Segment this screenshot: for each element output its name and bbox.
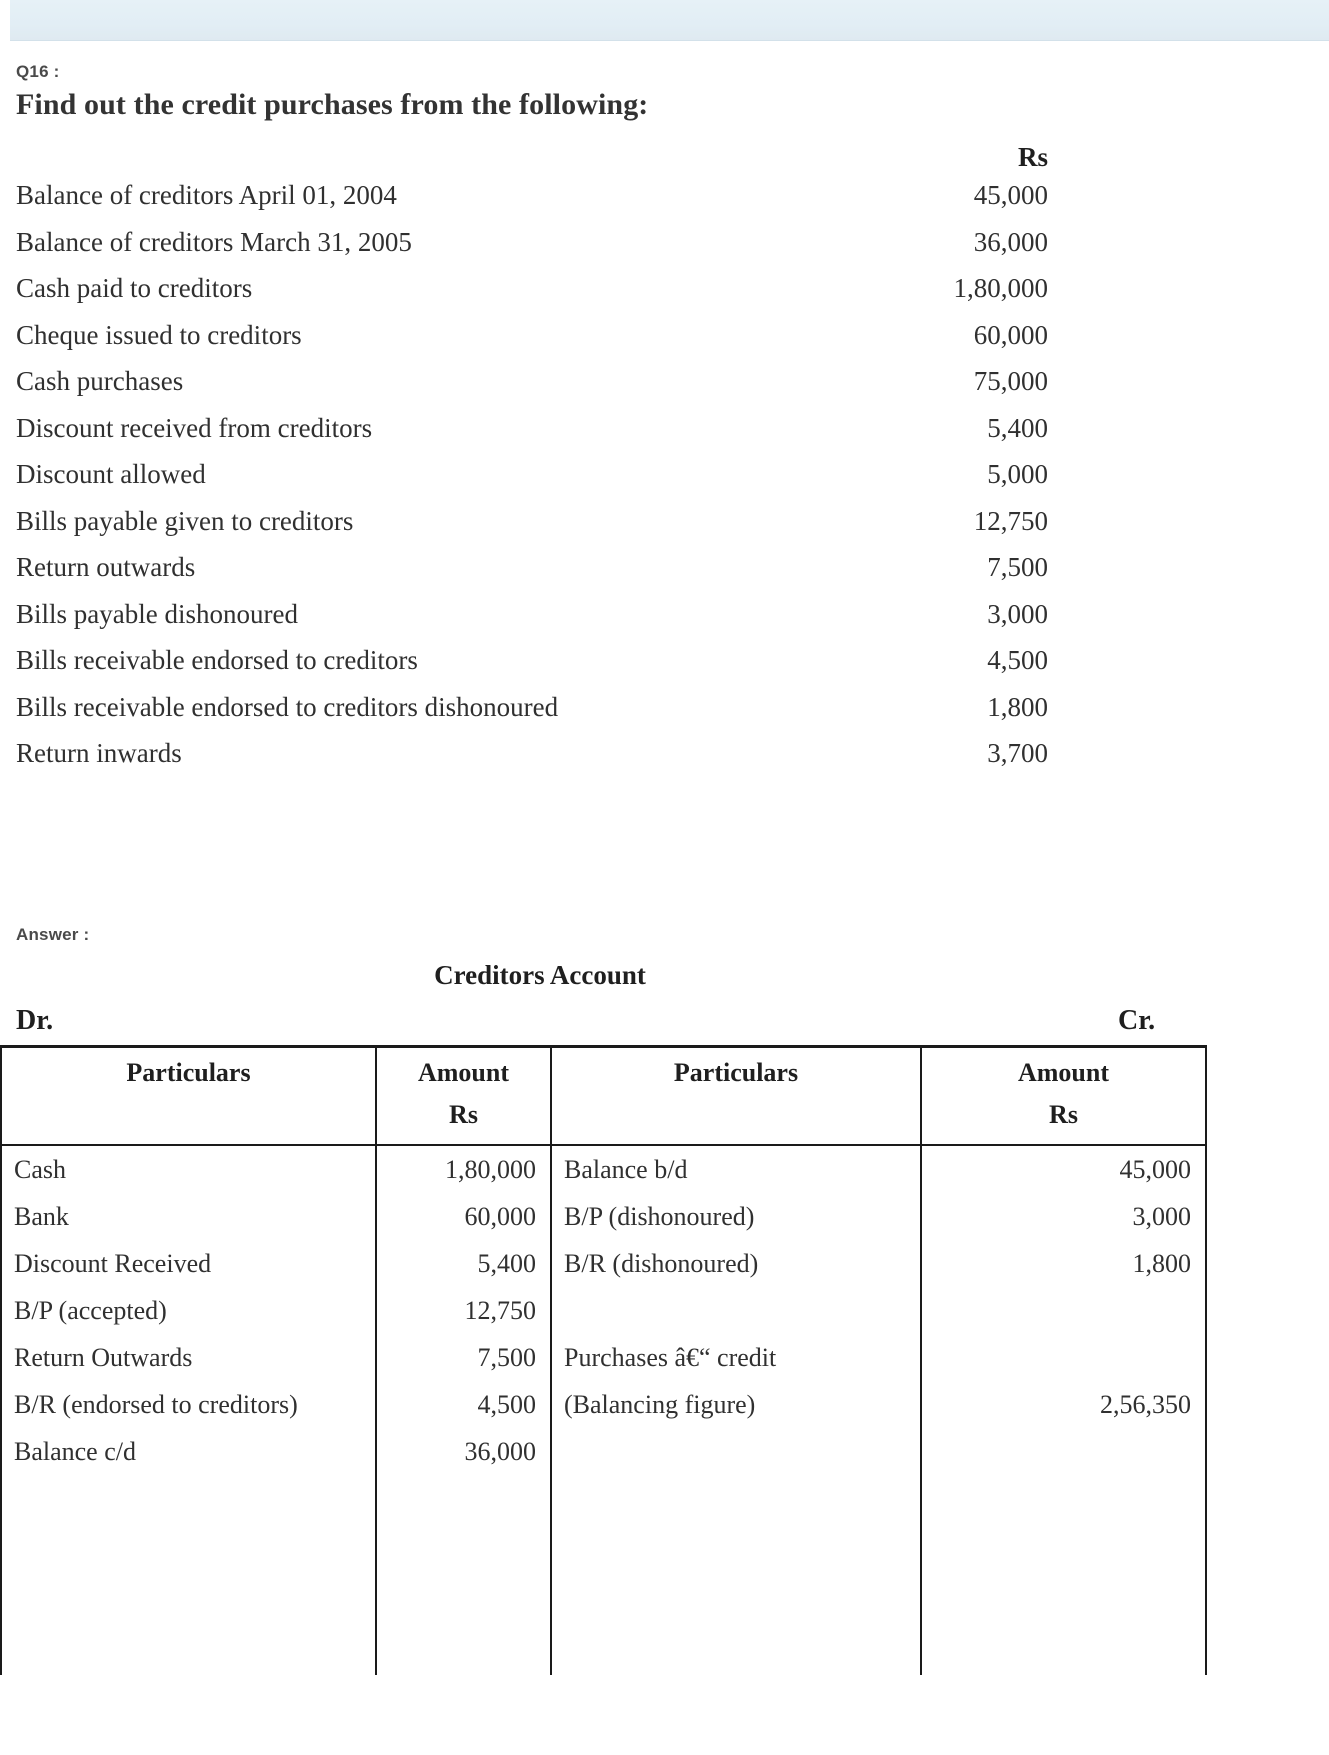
fact-amount: 5,400: [987, 412, 1048, 443]
answer-label: Answer :: [16, 925, 90, 944]
ledger-col-header: [551, 1047, 921, 1146]
fact-label: Bills receivable endorsed to creditors dishonoured: [16, 691, 559, 722]
ledger-empty-cell: [551, 1475, 921, 1675]
credit-side-label: Cr.: [1118, 1005, 1156, 1036]
ledger-cell-cr-particulars: [551, 1428, 921, 1475]
ledger-col-header: [921, 1047, 1206, 1146]
fact-row: [16, 413, 1048, 460]
ledger-cell-dr-amount: 60,000: [376, 1193, 551, 1240]
ledger-cell-dr-particulars: Return Outwards: [1, 1334, 376, 1381]
ledger-cell-dr-amount: 4,500: [376, 1381, 551, 1428]
ledger-cell-cr-particulars: [551, 1287, 921, 1334]
ledger-col-header: [1, 1047, 376, 1146]
ledger-empty-space-row: [1, 1475, 1206, 1675]
ledger-empty-cell: [376, 1475, 551, 1675]
fact-row: [16, 320, 1048, 367]
ledger-cell-dr-particulars: Balance c/d: [1, 1428, 376, 1475]
fact-row: [16, 552, 1048, 599]
ledger-cell-dr-particulars: Cash: [1, 1145, 376, 1193]
ledger-col-header-title: Particulars: [673, 1058, 799, 1087]
ledger-cell-dr-particulars: Bank: [1, 1193, 376, 1240]
ledger-cell-cr-amount: 3,000: [921, 1193, 1206, 1240]
ledger-empty-cell: [1, 1475, 376, 1675]
ledger-cell-cr-particulars: B/R (dishonoured): [551, 1240, 921, 1287]
fact-amount: 1,800: [987, 691, 1048, 722]
fact-amount: 45,000: [973, 180, 1048, 210]
fact-label: Cash purchases: [16, 366, 184, 396]
ledger-cell-dr-amount: 1,80,000: [376, 1145, 551, 1193]
fact-label: Bills payable given to creditors: [16, 505, 354, 536]
ledger-cell-cr-amount: 2,56,350: [921, 1381, 1206, 1428]
fact-row: [16, 366, 1048, 413]
table-row: [1, 1193, 1206, 1240]
fact-amount: 3,000: [987, 598, 1048, 629]
fact-label: Balance of creditors March 31, 2005: [16, 226, 412, 257]
creditors-account-table: [0, 1045, 1207, 1675]
ledger-cell-dr-particulars: B/P (accepted): [1, 1287, 376, 1334]
question-heading: Find out the credit purchases from the following:: [16, 88, 649, 121]
ledger-table-head: [1, 1047, 1206, 1146]
fact-row: [16, 645, 1048, 692]
question-number-label: Q16 :: [16, 62, 60, 81]
ledger-table-body: [1, 1145, 1206, 1675]
fact-row: [16, 273, 1048, 320]
ledger-cell-dr-amount: 36,000: [376, 1428, 551, 1475]
ledger-col-header-title: Amount: [417, 1058, 509, 1087]
ledger-col-header-title: Amount: [1017, 1058, 1109, 1087]
ledger-cell-cr-particulars: (Balancing figure): [551, 1381, 921, 1428]
ledger-col-header-title: Particulars: [126, 1058, 251, 1087]
ledger-cell-dr-particulars: Discount Received: [1, 1240, 376, 1287]
fact-row: [16, 227, 1048, 274]
fact-label: Cash paid to creditors: [16, 273, 253, 303]
table-row: [1, 1381, 1206, 1428]
fact-label: Return outwards: [16, 552, 196, 582]
ledger-cell-cr-amount: 1,800: [921, 1240, 1206, 1287]
ledger-col-header-unit: Rs: [1049, 1100, 1078, 1129]
ledger-cell-dr-amount: 12,750: [376, 1287, 551, 1334]
table-row: [1, 1145, 1206, 1193]
ledger-cell-dr-particulars: B/R (endorsed to creditors): [1, 1381, 376, 1428]
ledger-cell-cr-particulars: Balance b/d: [551, 1145, 921, 1193]
fact-amount: 60,000: [973, 319, 1048, 350]
fact-amount: 5,000: [987, 459, 1048, 489]
fact-label: Cheque issued to creditors: [16, 319, 302, 350]
page-top-banner: [10, 0, 1329, 41]
fact-amount: 36,000: [973, 226, 1048, 257]
fact-amount: 1,80,000: [953, 273, 1048, 303]
ledger-cell-cr-amount: [921, 1287, 1206, 1334]
ledger-header-row: [1, 1047, 1206, 1146]
ledger-cell-cr-particulars: B/P (dishonoured): [551, 1193, 921, 1240]
fact-amount: 3,700: [987, 738, 1048, 768]
facts-currency-header: Rs: [1017, 142, 1048, 172]
fact-row: [16, 599, 1048, 646]
fact-amount: 75,000: [973, 366, 1048, 396]
table-row: [1, 1334, 1206, 1381]
ledger-cell-cr-particulars: Purchases â€“ credit: [551, 1334, 921, 1381]
fact-label: Bills payable dishonoured: [16, 598, 298, 629]
fact-row: [16, 738, 1048, 785]
debit-side-label: Dr.: [16, 1005, 54, 1036]
fact-row: [16, 459, 1048, 506]
fact-label: Discount received from creditors: [16, 412, 373, 443]
ledger-cell-cr-amount: 45,000: [921, 1145, 1206, 1193]
fact-amount: 4,500: [987, 645, 1048, 675]
facts-currency-header-row: [16, 140, 1048, 180]
fact-label: Balance of creditors April 01, 2004: [16, 180, 397, 210]
table-row: [1, 1240, 1206, 1287]
fact-row: [16, 506, 1048, 553]
fact-amount: 12,750: [973, 505, 1048, 536]
fact-row: [16, 180, 1048, 227]
ledger-cell-dr-amount: 7,500: [376, 1334, 551, 1381]
fact-label: Bills receivable endorsed to creditors: [16, 645, 418, 675]
ledger-col-header-unit: Rs: [449, 1100, 478, 1129]
ledger-cell-cr-amount: [921, 1428, 1206, 1475]
fact-label: Discount allowed: [16, 459, 206, 489]
fact-row: [16, 692, 1048, 739]
table-row: [1, 1287, 1206, 1334]
ledger-cell-dr-amount: 5,400: [376, 1240, 551, 1287]
table-row: [1, 1428, 1206, 1475]
fact-amount: 7,500: [987, 552, 1048, 582]
ledger-empty-cell: [921, 1475, 1206, 1675]
facts-list: [16, 140, 1048, 785]
ledger-col-header: [376, 1047, 551, 1146]
account-title: Creditors Account: [434, 960, 646, 990]
fact-label: Return inwards: [16, 738, 182, 768]
ledger-cell-cr-amount: [921, 1334, 1206, 1381]
